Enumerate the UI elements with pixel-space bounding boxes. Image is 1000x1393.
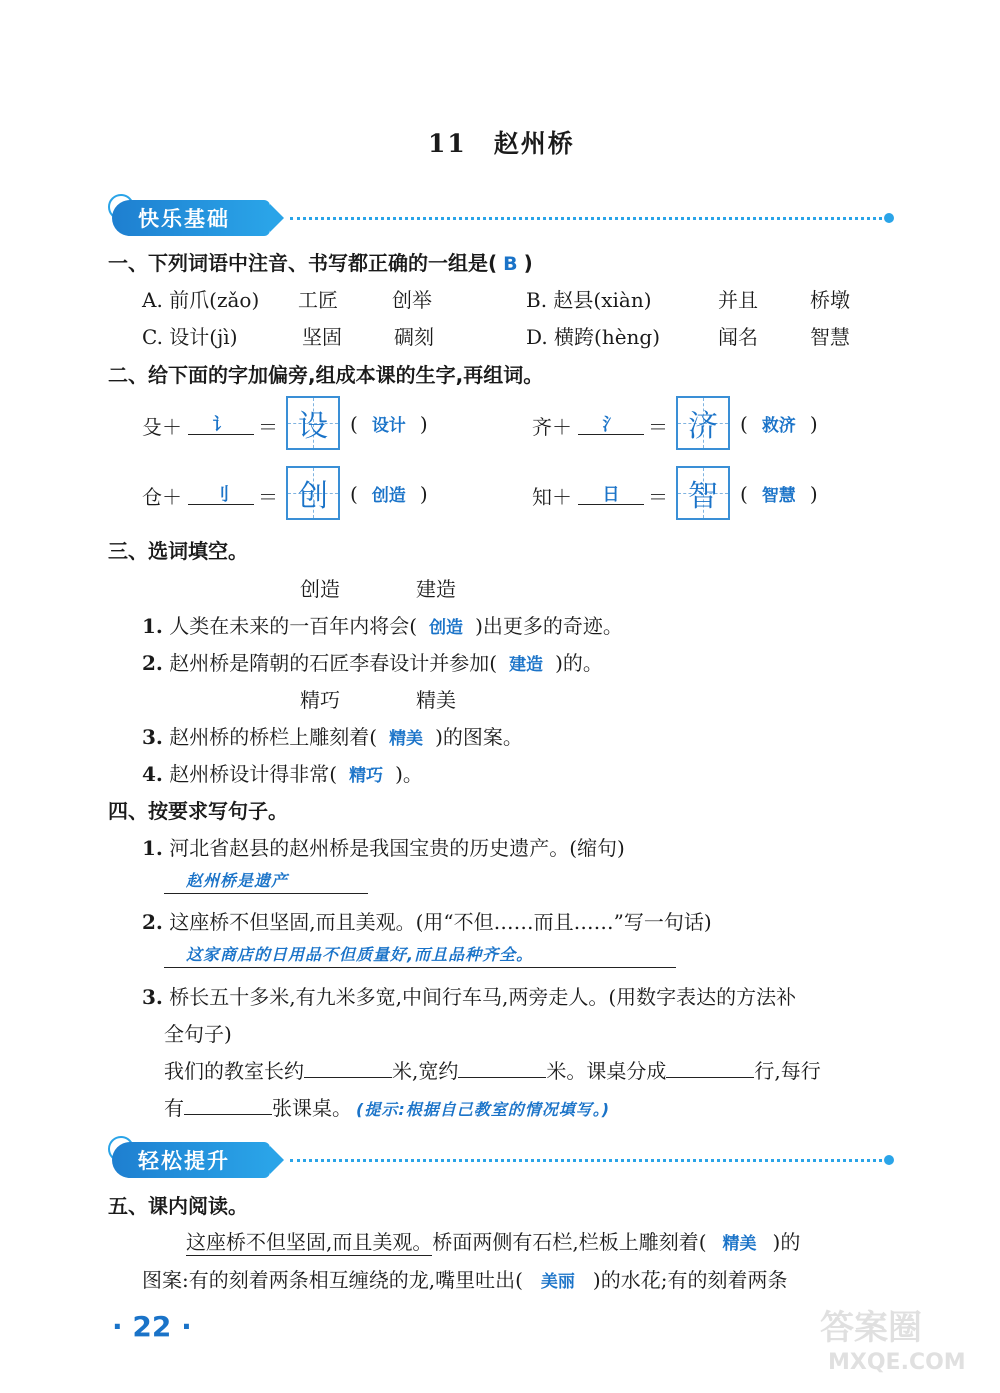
divider-dot-icon-2: [884, 1155, 894, 1165]
divider-dot-icon: [884, 213, 894, 223]
q2-char-box-2: 济: [676, 396, 730, 450]
q3-option-3: 精巧: [300, 688, 340, 712]
q4-s1: 1. 河北省赵县的赵州桥是我国宝贵的历史遗产。(缩句): [142, 836, 625, 860]
page-number: · 22 ·: [112, 1310, 192, 1343]
q1-option-a-word3: 创举: [392, 288, 432, 312]
q2-radical-blank-4: 日: [578, 480, 644, 505]
q2-word-2: ( 救济 ): [740, 412, 818, 436]
q4-s2-answer-line: 这家商店的日用品不但质量好,而且品种齐全。: [164, 942, 676, 968]
q1-option-b: B. 赵县(xiàn): [526, 288, 652, 312]
q5-line1: 这座桥不但坚固,而且美观。桥面两侧有石栏,栏板上雕刻着( 精美 )的: [186, 1226, 800, 1256]
q5-heading: 五、课内阅读。: [108, 1194, 248, 1218]
q3-item-4: 4. 赵州桥设计得非常( 精巧 )。: [142, 762, 423, 786]
q2-word-1: ( 设计 ): [350, 412, 428, 436]
q2-equals-4: ＝: [648, 485, 668, 509]
q1-heading: 一、下列词语中注音、书写都正确的一组是( B ): [108, 251, 533, 275]
q2-char-box-3: 创: [286, 466, 340, 520]
q2-heading: 二、给下面的字加偏旁,组成本课的生字,再组词。: [108, 363, 544, 387]
dotted-divider: [290, 217, 882, 220]
q2-radical-blank-2: 氵: [578, 410, 644, 435]
q2-char-box-1: 设: [286, 396, 340, 450]
q3-option-2: 建造: [416, 577, 456, 601]
q3-item-2: 2. 赵州桥是隋朝的石匠李春设计并参加( 建造 )的。: [142, 651, 603, 675]
q2-base-3: 仓＋: [142, 485, 182, 509]
watermark-url: MXQE.COM: [828, 1350, 966, 1375]
q2-word-4: ( 智慧 ): [740, 482, 818, 506]
q1-option-d: D. 横跨(hèng): [526, 325, 661, 349]
q2-base-2: 齐＋: [532, 415, 572, 439]
q2-equals-2: ＝: [648, 415, 668, 439]
q1-answer: B: [503, 253, 518, 275]
q2-radical-blank-3: 刂: [188, 480, 254, 505]
q3-item-1: 1. 人类在未来的一百年内将会( 创造 )出更多的奇迹。: [142, 614, 623, 638]
q1-option-a-word2: 工匠: [298, 288, 338, 312]
page-title: 11 赵州桥: [428, 129, 575, 158]
q3-option-4: 精美: [416, 688, 456, 712]
q2-base-1: 殳＋: [142, 415, 182, 439]
q1-option-b-word3: 桥墩: [810, 288, 850, 312]
q4-heading: 四、按要求写句子。: [108, 799, 288, 823]
q1-option-c-word2: 坚固: [302, 325, 342, 349]
q1-option-c: C. 设计(jì): [142, 325, 238, 349]
q2-equals-1: ＝: [258, 415, 278, 439]
q3-option-1: 创造: [300, 577, 340, 601]
q1-option-c-word3: 碉刻: [394, 325, 434, 349]
q5-line2: 图案:有的刻着两条相互缠绕的龙,嘴里吐出( 美丽 )的水花;有的刻着两条: [142, 1268, 788, 1292]
q1-option-b-word2: 并且: [718, 288, 758, 312]
q2-equals-3: ＝: [258, 485, 278, 509]
q4-s3: 3. 桥长五十多米,有九米多宽,中间行车马,两旁走人。(用数字表达的方法补: [142, 985, 797, 1009]
q4-s2: 2. 这座桥不但坚固,而且美观。(用“不但……而且……”写一句话): [142, 910, 712, 934]
q1-option-d-word2: 闻名: [718, 325, 758, 349]
q3-heading: 三、选词填空。: [108, 539, 248, 563]
dotted-divider-2: [290, 1159, 882, 1162]
watermark-logo: 答案圈: [820, 1308, 922, 1348]
q1-option-d-word3: 智慧: [810, 325, 850, 349]
q1-option-a: A. 前爪(zǎo): [142, 288, 260, 312]
q2-radical-blank-1: 讠: [188, 410, 254, 435]
q3-item-3: 3. 赵州桥的桥栏上雕刻着( 精美 )的图案。: [142, 725, 523, 749]
q2-word-3: ( 创造 ): [350, 482, 428, 506]
q4-s3-fill-line1: 我们的教室长约 米,宽约 米。课桌分成 行,每行: [164, 1059, 821, 1083]
section-banner-basic: 快乐基础: [112, 200, 270, 236]
q2-char-box-4: 智: [676, 466, 730, 520]
q4-s3-fill-line2: 有 张课桌。 (提示:根据自己教室的情况填写。): [164, 1096, 611, 1120]
q4-s3-cont: 全句子): [164, 1022, 232, 1046]
q2-base-4: 知＋: [532, 485, 572, 509]
section-banner-advanced: 轻松提升: [112, 1142, 270, 1178]
q4-s1-answer-line: 赵州桥是遗产: [164, 868, 368, 894]
